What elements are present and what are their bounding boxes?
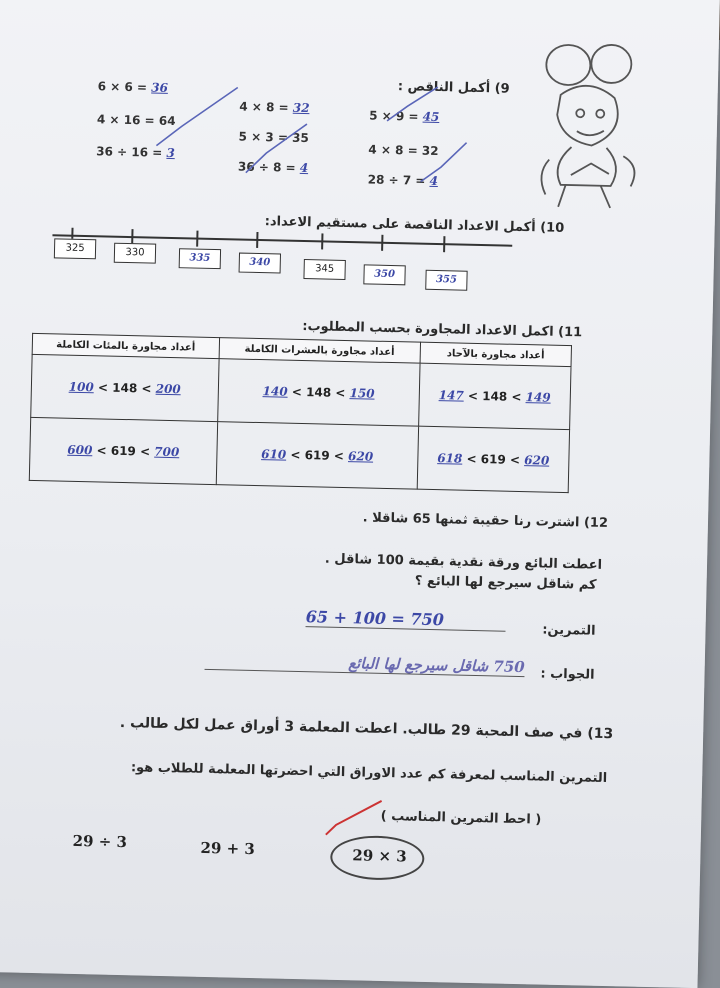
q9-item: 6 × 6 = 36 bbox=[98, 79, 169, 95]
number-line-box: 345 bbox=[303, 259, 345, 280]
number-line-box: 355 bbox=[425, 270, 467, 291]
cartoon-mouse-drawing bbox=[530, 34, 644, 216]
option-3: 29 × 3 bbox=[352, 846, 407, 865]
correction-ticks bbox=[136, 75, 478, 193]
q9-item: 5 × 3 = 35 bbox=[238, 130, 309, 146]
q12-line: كم شاقل سيرجع لها البائع ؟ bbox=[415, 574, 597, 593]
number-line-box: 350 bbox=[363, 264, 405, 285]
q9-item: 4 × 8 = 32 bbox=[368, 142, 439, 158]
table-cell: 618 < 619 < 620 bbox=[417, 426, 570, 492]
option-1: 29 ÷ 3 bbox=[72, 832, 127, 851]
option-2: 29 + 3 bbox=[200, 839, 255, 858]
q10-title: 10) أكمل الاعداد الناقصة على مستقيم الاعداد: bbox=[265, 214, 565, 236]
q9-title: 9) أكمل الناقص : bbox=[398, 79, 510, 97]
table-cell: 600 < 619 < 700 bbox=[29, 417, 217, 484]
q9-item: 5 × 9 = 45 bbox=[369, 108, 440, 124]
q13-line: 13) في صف المحبة 29 طالب. اعطت المعلمة 3 أوراق عمل لكل طالب . bbox=[120, 715, 614, 742]
q12-line: 12) اشترت رنا حقيبة ثمنها 65 شاقلا . bbox=[363, 510, 609, 531]
exercise-label: التمرين: bbox=[542, 623, 596, 639]
table-cell: 147 < 148 < 149 bbox=[418, 363, 571, 429]
answer-label: الجواب : bbox=[540, 666, 594, 682]
q12-line: اعطت البائع ورقة نقدية بقيمة 100 شاقل . bbox=[325, 552, 602, 573]
answer-text: 750 شاقل سيرجع لها البائع bbox=[205, 651, 525, 677]
exercise-answer: 65 + 100 = 750 bbox=[306, 607, 506, 632]
table-cell: 140 < 148 < 150 bbox=[217, 359, 419, 427]
table-cell: 100 < 148 < 200 bbox=[31, 354, 219, 421]
q11-title: 11) اكمل الاعداد المجاورة بحسب المطلوب: bbox=[302, 319, 582, 340]
q9-item: 4 × 8 = 32 bbox=[239, 100, 310, 116]
q13-line: التمرين المناسب لمعرفة كم عدد الاوراق التي احضرتها المعلمة للطلاب هو: bbox=[131, 760, 608, 786]
q9-item: 4 × 16 = 64 bbox=[97, 112, 176, 128]
table-header: أعداد مجاورة بالآحاد bbox=[420, 342, 572, 366]
number-line-box: 335 bbox=[179, 248, 221, 269]
table-header: أعداد مجاورة بالمئات الكاملة bbox=[32, 333, 219, 358]
q9-item: 36 ÷ 8 = 4 bbox=[238, 160, 309, 176]
number-line-box: 325 bbox=[54, 238, 96, 259]
neighbors-table bbox=[29, 333, 572, 493]
number-line-box: 330 bbox=[114, 243, 156, 264]
q9-item: 36 ÷ 16 = 3 bbox=[96, 144, 175, 160]
table-header: أعداد مجاورة بالعشرات الكاملة bbox=[219, 338, 421, 364]
number-line-box: 340 bbox=[239, 253, 281, 274]
q9-item: 28 ÷ 7 = 4 bbox=[368, 172, 439, 188]
q13-line: ( احط التمرين المناسب ) bbox=[381, 809, 542, 828]
table-cell: 610 < 619 < 620 bbox=[216, 422, 418, 490]
